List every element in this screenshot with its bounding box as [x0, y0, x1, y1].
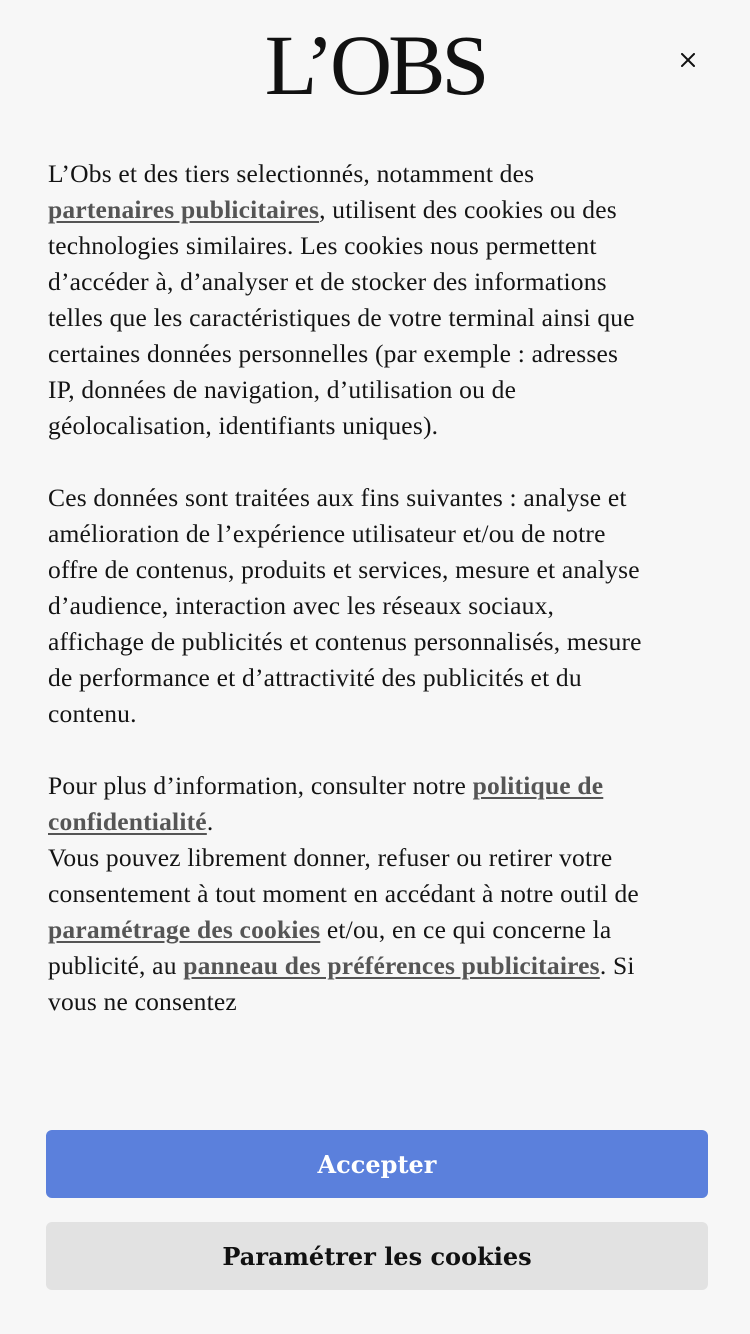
consent-text-scroll[interactable] — [48, 156, 646, 1100]
consent-text-run: , utilisent des cookies ou des technologies similaires. Les cookies nous permettent d’accéder à, d’analyser et de stocker des informations telles que les caractéristiques de votre terminal ainsi que certaines données personnelles (par exemple : adresses IP, données de navigation, d’utilisation ou de géolocalisation, identifiants uniques). — [48, 195, 635, 440]
consent-text-run: Vous pouvez librement donner, refuser ou retirer votre consentement à tout moment en accédant à notre outil de — [48, 843, 639, 908]
close-icon — [681, 53, 695, 67]
consent-text-run: Pour plus d’information, consulter notre — [48, 771, 473, 800]
consent-paragraph-2: Ces données sont traitées aux fins suivantes : analyse et amélioration de l’expérience utilisateur et/ou de notre offre de contenus, produits et services, mesure et analyse d’audience, interaction avec les réseaux sociaux, affichage de publicités et contenus personnalisés, mesure de performance et d’attractivité des publicités et du contenu. — [48, 483, 642, 728]
partners-link[interactable]: partenaires publicitaires — [48, 195, 320, 224]
consent-paragraph-1 — [48, 156, 646, 444]
cookie-settings-button[interactable]: Paramétrer les cookies — [46, 1222, 708, 1290]
cookie-settings-link[interactable]: paramétrage des cookies — [48, 915, 321, 944]
consent-paragraph-3 — [48, 768, 646, 840]
consent-text-run: L’Obs et des tiers selectionnés, notamment des — [48, 159, 535, 188]
consent-text-run: et/ou, en ce qui concerne la publicité, au — [48, 915, 612, 980]
privacy-policy-link[interactable]: politique de confidentialité — [48, 771, 604, 836]
consent-text-run: . Si vous ne consentez — [48, 951, 635, 1016]
consent-text — [48, 156, 646, 1020]
consent-text-run: . — [206, 807, 214, 836]
header — [0, 0, 750, 130]
ad-preferences-link[interactable]: panneau des préférences publicitaires — [183, 951, 600, 980]
close-button[interactable] — [674, 46, 702, 74]
consent-paragraph-4 — [48, 840, 646, 1020]
accept-button[interactable]: Accepter — [46, 1130, 708, 1198]
lobs-logo: L’OBS — [264, 17, 486, 113]
